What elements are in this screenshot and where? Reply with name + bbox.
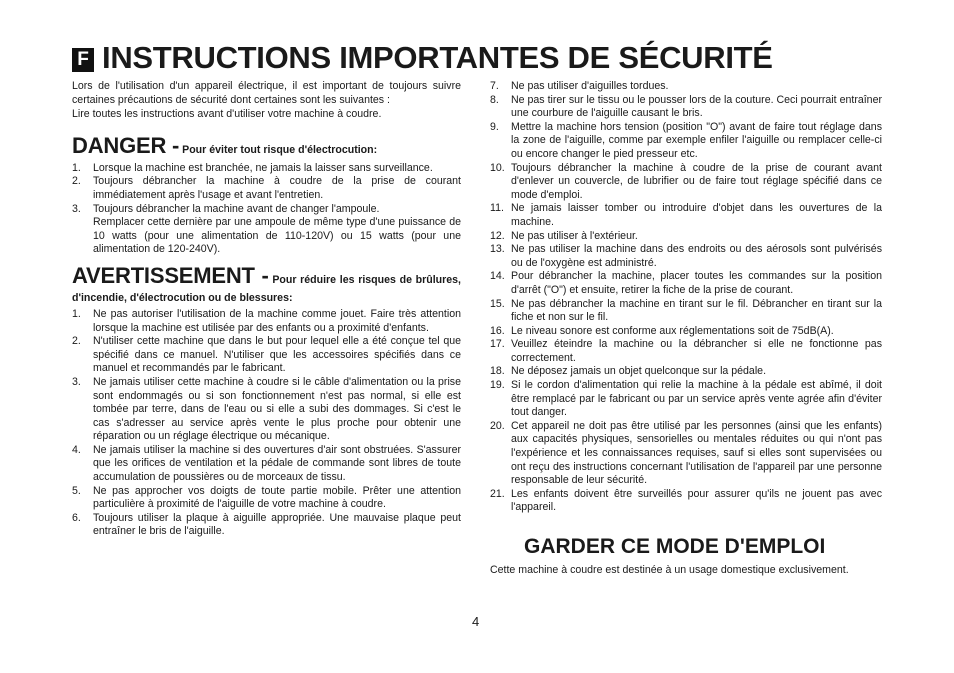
- item-number: 10.: [490, 161, 505, 174]
- item-text: Ne pas tirer sur le tissu ou le pousser lors de la couture. Ceci pourrait entraîner une courbure de l'aiguille causant le bris.: [511, 93, 882, 120]
- list-item: [490, 94, 882, 121]
- list-item: [490, 420, 882, 488]
- list-item: [490, 270, 882, 297]
- item-number: 16.: [490, 324, 505, 337]
- item-text: Ne pas autoriser l'utilisation de la machine comme jouet. Faire très attention lorsque la machine est utilisée par des enfants ou a proximité d'enfants.: [93, 307, 461, 334]
- item-text: Ne pas utiliser à l'extérieur.: [511, 229, 638, 242]
- item-number: 14.: [490, 270, 505, 283]
- item-number: 5.: [72, 484, 81, 497]
- item-number: 12.: [490, 229, 505, 242]
- list-item: [490, 243, 882, 270]
- list-item: [72, 444, 461, 485]
- item-number: 8.: [490, 93, 499, 106]
- item-number: 1.: [72, 307, 81, 320]
- garder-title: GARDER CE MODE D'EMPLOI: [524, 535, 826, 558]
- list-item-note: [72, 216, 461, 257]
- item-number: 11.: [490, 202, 504, 215]
- item-number: 15.: [490, 297, 505, 310]
- list-item: [490, 80, 882, 94]
- item-text: Veuillez éteindre la machine ou la débrancher si elle ne fonctionne pas correctement.: [511, 338, 882, 364]
- avertissement-heading: [72, 262, 461, 307]
- item-text: Pour débrancher la machine, placer toutes les commandes sur la position d'arrêt ("O") et ensuite, retirer la fiche de la prise de courant.: [511, 270, 882, 296]
- avertissement-title: AVERTISSEMENT -: [72, 262, 269, 288]
- list-item: [490, 379, 882, 420]
- avertissement-subtitle: Pour réduire les risques de brûlures, d'incendie, d'électrocution ou de blessures:: [72, 273, 461, 304]
- language-badge: F: [72, 48, 94, 72]
- list-item: [490, 338, 882, 365]
- item-number: 7.: [490, 80, 499, 92]
- list-item: [490, 230, 882, 244]
- page-number: 4: [472, 614, 480, 629]
- right-column: [490, 80, 882, 578]
- left-column: [72, 80, 461, 539]
- list-item: [490, 325, 882, 339]
- item-number: 9.: [490, 120, 499, 133]
- list-item: [72, 376, 461, 444]
- item-text: Toujours débrancher la machine à coudre de la prise de courant immédiatement après l'usage et avant l'entretien.: [93, 175, 461, 201]
- list-item: [490, 121, 882, 162]
- item-text: Ne pas utiliser la machine dans des endroits ou des aérosols sont pulvérisés ou de l'oxygène est administré.: [511, 243, 882, 269]
- danger-subtitle: Pour éviter tout risque d'électrocution:: [182, 143, 378, 156]
- list-item: [490, 202, 882, 229]
- list-item: [490, 162, 882, 203]
- item-text: Mettre la machine hors tension (position "O") avant de faire tout réglage dans la zone de l'aiguille, comme par exemple enfiler l'aiguille ou remplacer celle-ci ou encore changer le pied presseur etc.: [511, 120, 882, 160]
- item-text: Ne déposez jamais un objet quelconque sur la pédale.: [511, 365, 767, 378]
- danger-heading: [72, 132, 461, 160]
- list-item: [72, 203, 461, 217]
- list-item: [72, 162, 461, 176]
- item-text: Le niveau sonore est conforme aux réglementations soit de 75dB(A).: [511, 324, 834, 337]
- item-text: Ne pas débrancher la machine en tirant sur le fil. Débrancher en tirant sur la fiche et non sur le fil.: [511, 297, 882, 324]
- page-title: INSTRUCTIONS IMPORTANTES DE SÉCURITÉ: [102, 40, 773, 75]
- item-number: 17.: [490, 338, 505, 351]
- danger-list: [72, 162, 461, 257]
- avertissement-list-right: [490, 80, 882, 515]
- list-item: [72, 512, 461, 539]
- danger-title: DANGER -: [72, 132, 180, 158]
- list-item: [490, 488, 882, 515]
- list-item: [490, 365, 882, 379]
- item-number: 3.: [72, 202, 81, 215]
- item-text: Ne pas utiliser d'aiguilles tordues.: [511, 80, 669, 92]
- item-number: 21.: [490, 487, 505, 500]
- item-text: Si le cordon d'alimentation qui relie la machine à la pédale est abîmé, il doit être remplacé par le fabricant ou par un service après vente agrée afin d'éviter tout danger.: [511, 379, 882, 419]
- list-item: [72, 175, 461, 202]
- item-text: Les enfants doivent être surveillés pour assurer qu'ils ne jouent pas avec l'appareil.: [511, 487, 882, 514]
- item-number: 6.: [72, 511, 81, 524]
- list-item: [72, 485, 461, 512]
- item-number: 20.: [490, 419, 505, 432]
- item-number: 4.: [72, 443, 81, 456]
- intro-instruction: Lire toutes les instructions avant d'utiliser votre machine à coudre.: [72, 108, 382, 121]
- item-number: 3.: [72, 375, 81, 388]
- item-text: N'utiliser cette machine que dans le but pour lequel elle a été conçue tel que spécifié dans ce manuel. N'utiliser que les accessoires spécifiés dans ce manuel et recommandés par le fabricant.: [93, 335, 461, 375]
- item-number: 2.: [72, 175, 81, 188]
- intro-paragraph: Lors de l'utilisation d'un appareil électrique, il est important de toujours suivre certaines précautions de sécurité dont certaines sont les suivantes :: [72, 80, 461, 106]
- item-number: 13.: [490, 243, 505, 256]
- item-text: Toujours débrancher la machine à coudre de la prise de courant avant d'enlever un couvercle, de lubrifier ou de faire tout réglage spécifié dans ce mode d'emploi.: [511, 161, 882, 201]
- item-number: 1.: [72, 161, 81, 174]
- item-number: 18.: [490, 365, 505, 378]
- page-header: [72, 40, 773, 76]
- item-text: Cet appareil ne doit pas être utilisé par les personnes (ainsi que les enfants) aux capacités physiques, sensorielles ou mentales réduites ou qui n'ont pas l'expérience et les connaissances requises, sauf si elles sont supervisées ou ont reçu des instructions concernant l'utilisation de l'appareil par une personne responsable de leur sécurité.: [511, 419, 882, 487]
- item-text: Ne jamais utiliser cette machine à coudre si le câble d'alimentation ou la prise sont endommagés ou si son fonctionnement n'est pas normal, si elle est tombée par terre, dans de l'eau ou si elle a subi des dommages. Si c'est le cas s'adresser au service après vente le plus proche pour obtenir une réparation ou un réglage électrique ou mécanique.: [93, 375, 461, 443]
- list-item: [72, 335, 461, 376]
- list-item: [490, 298, 882, 325]
- item-number: 2.: [72, 335, 81, 348]
- item-text: Lorsque la machine est branchée, ne jamais la laisser sans surveillance.: [93, 161, 433, 174]
- item-text: Ne jamais utiliser la machine si des ouvertures d'air sont obstruées. S'assurer que les orifices de ventilation et la pédale de commande sont libres de toute accumulation de poussières ou de morceaux de tissu.: [93, 443, 461, 484]
- avertissement-list-left: [72, 308, 461, 539]
- garder-text: Cette machine à coudre est destinée à un usage domestique exclusivement.: [490, 564, 849, 576]
- item-text: Ne jamais laisser tomber ou introduire d'objet dans les ouvertures de la machine.: [511, 202, 882, 228]
- item-number: 19.: [490, 379, 505, 392]
- item-text: Toujours débrancher la machine avant de changer l'ampoule.: [93, 202, 380, 215]
- item-text: Toujours utiliser la plaque à aiguille appropriée. Une mauvaise plaque peut entraîner le bris de l'aiguille.: [93, 511, 461, 538]
- list-item: [72, 308, 461, 335]
- item-note: Remplacer cette dernière par une ampoule de même type d'une puissance de 10 watts (pour une alimentation de 110-120V) ou 15 watts (pour une alimentation de 120-240V).: [93, 216, 461, 256]
- item-text: Ne pas approcher vos doigts de toute partie mobile. Prêter une attention particulière à proximité de l'aiguille de votre machine à coudre.: [93, 484, 461, 511]
